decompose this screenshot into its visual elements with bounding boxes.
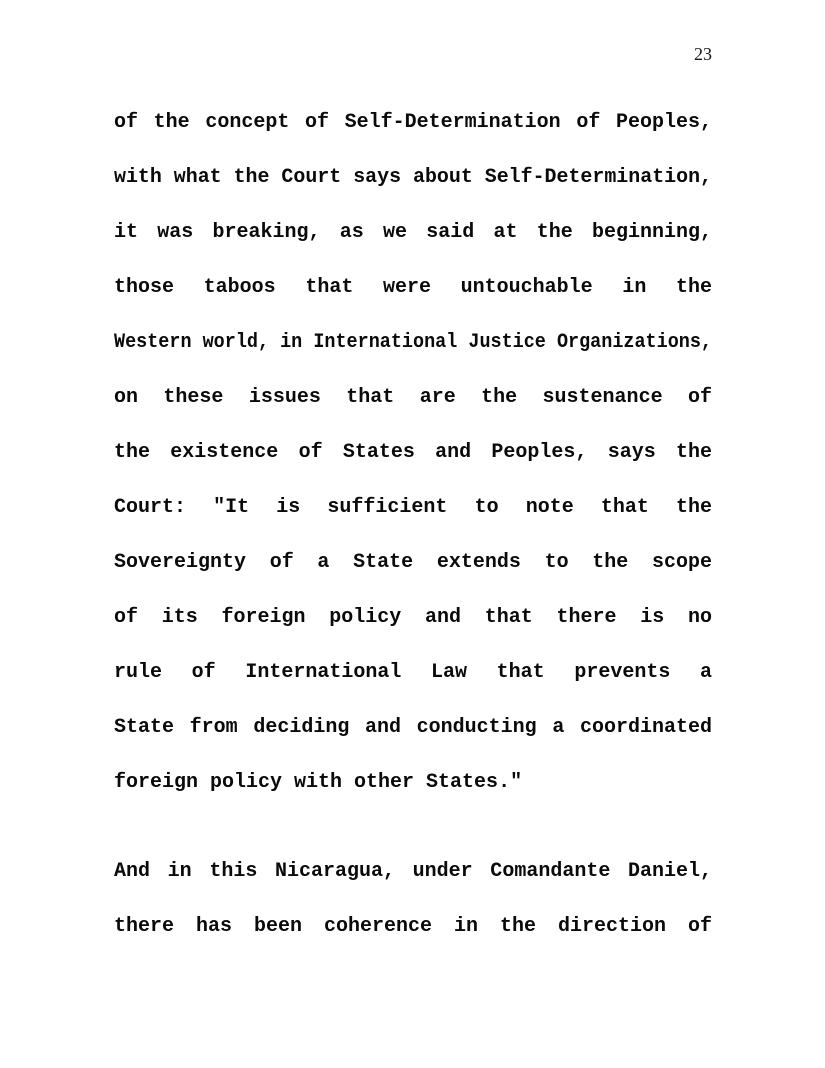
text-line <box>114 260 712 315</box>
text-line <box>114 370 712 425</box>
document-body <box>114 95 712 954</box>
text-line-content: foreign policy with other States." <box>114 771 523 794</box>
text-line <box>114 315 712 370</box>
text-line <box>114 899 712 954</box>
text-line <box>114 150 712 205</box>
text-line-content: it was breaking, as we said at the beginning, <box>114 221 712 244</box>
text-line-content: rule of International Law that prevents a <box>114 661 712 684</box>
text-line <box>114 205 712 260</box>
text-line-content: Western world, in International Justice Organizations, <box>114 331 712 354</box>
paragraph <box>114 95 712 810</box>
paragraph <box>114 844 712 954</box>
text-line <box>114 425 712 480</box>
text-line-content: the existence of States and Peoples, says the <box>114 441 712 464</box>
text-line <box>114 535 712 590</box>
text-line <box>114 844 712 899</box>
text-line-content: there has been coherence in the direction of <box>114 915 712 938</box>
text-line <box>114 755 712 810</box>
text-line <box>114 645 712 700</box>
text-line-content: And in this Nicaragua, under Comandante Daniel, <box>114 860 712 883</box>
page-number: 23 <box>694 44 712 64</box>
text-line <box>114 95 712 150</box>
text-line-content: State from deciding and conducting a coordinated <box>114 716 712 739</box>
text-line <box>114 590 712 645</box>
text-line-content: Sovereignty of a State extends to the scope <box>114 551 712 574</box>
text-line <box>114 480 712 535</box>
text-line-content: of the concept of Self-Determination of Peoples, <box>114 111 712 134</box>
text-line-content: with what the Court says about Self-Determination, <box>114 166 712 189</box>
text-line-content: on these issues that are the sustenance of <box>114 386 712 409</box>
text-line-content: of its foreign policy and that there is no <box>114 606 712 629</box>
text-line-content: those taboos that were untouchable in the <box>114 276 712 299</box>
text-line-content: Court: "It is sufficient to note that the <box>114 496 712 519</box>
text-line <box>114 700 712 755</box>
